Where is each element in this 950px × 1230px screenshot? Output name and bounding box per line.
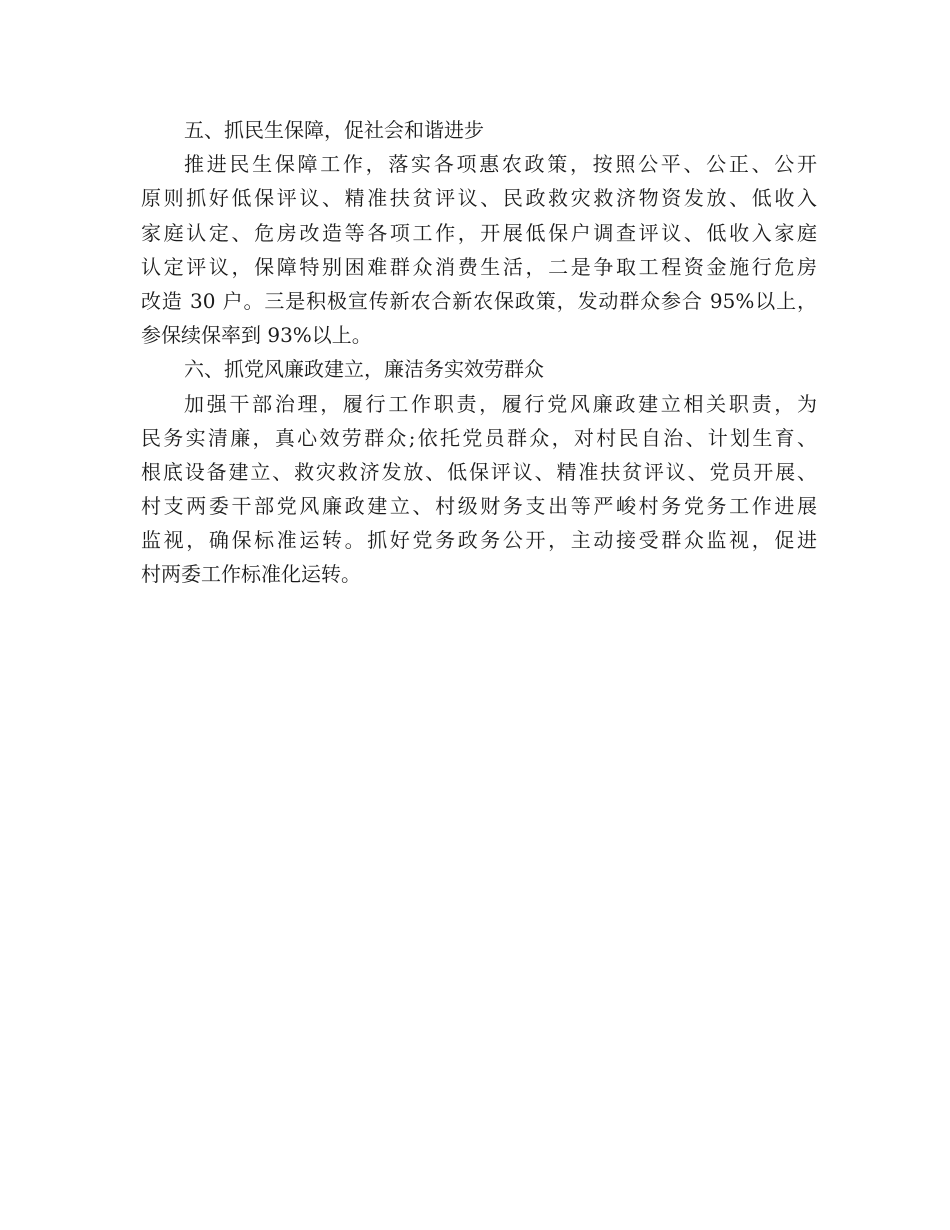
document-body bbox=[141, 113, 817, 592]
paragraph-line: 村支两委干部党风廉政建立、村级财务支出等严峻村务党务工作进展 bbox=[141, 494, 817, 519]
section-heading-six: 六、抓党风廉政建立，廉洁务实效劳群众 bbox=[184, 357, 544, 382]
section-heading-five: 五、抓民生保障，促社会和谐进步 bbox=[184, 118, 484, 142]
paragraph-line: 家庭认定、危房改造等各项工作，开展低保户调查评议、低收入家庭 bbox=[141, 220, 817, 245]
paragraph-line: 改造 30 户。三是积极宣传新农合新农保政策，发动群众参合 95%以上， bbox=[141, 288, 817, 313]
paragraph-line: 推进民生保障工作，落实各项惠农政策，按照公平、公正、公开 bbox=[184, 152, 817, 177]
paragraph-line: 认定评议，保障特别困难群众消费生活，二是争取工程资金施行危房 bbox=[141, 254, 817, 279]
paragraph-line: 原则抓好低保评议、精准扶贫评议、民政救灾救济物资发放、低收入 bbox=[141, 186, 817, 211]
paragraph-line: 监视，确保标准运转。抓好党务政务公开，主动接受群众监视，促进 bbox=[141, 528, 817, 553]
paragraph-line: 村两委工作标准化运转。 bbox=[141, 562, 361, 587]
paragraph-line: 根底设备建立、救灾救济发放、低保评议、精准扶贫评议、党员开展、 bbox=[141, 459, 817, 484]
paragraph-line: 加强干部治理，履行工作职责，履行党风廉政建立相关职责，为 bbox=[184, 391, 817, 416]
paragraph-line: 民务实清廉，真心效劳群众;依托党员群众，对村民自治、计划生育、 bbox=[141, 425, 817, 450]
paragraph-line: 参保续保率到 93%以上。 bbox=[141, 323, 372, 348]
